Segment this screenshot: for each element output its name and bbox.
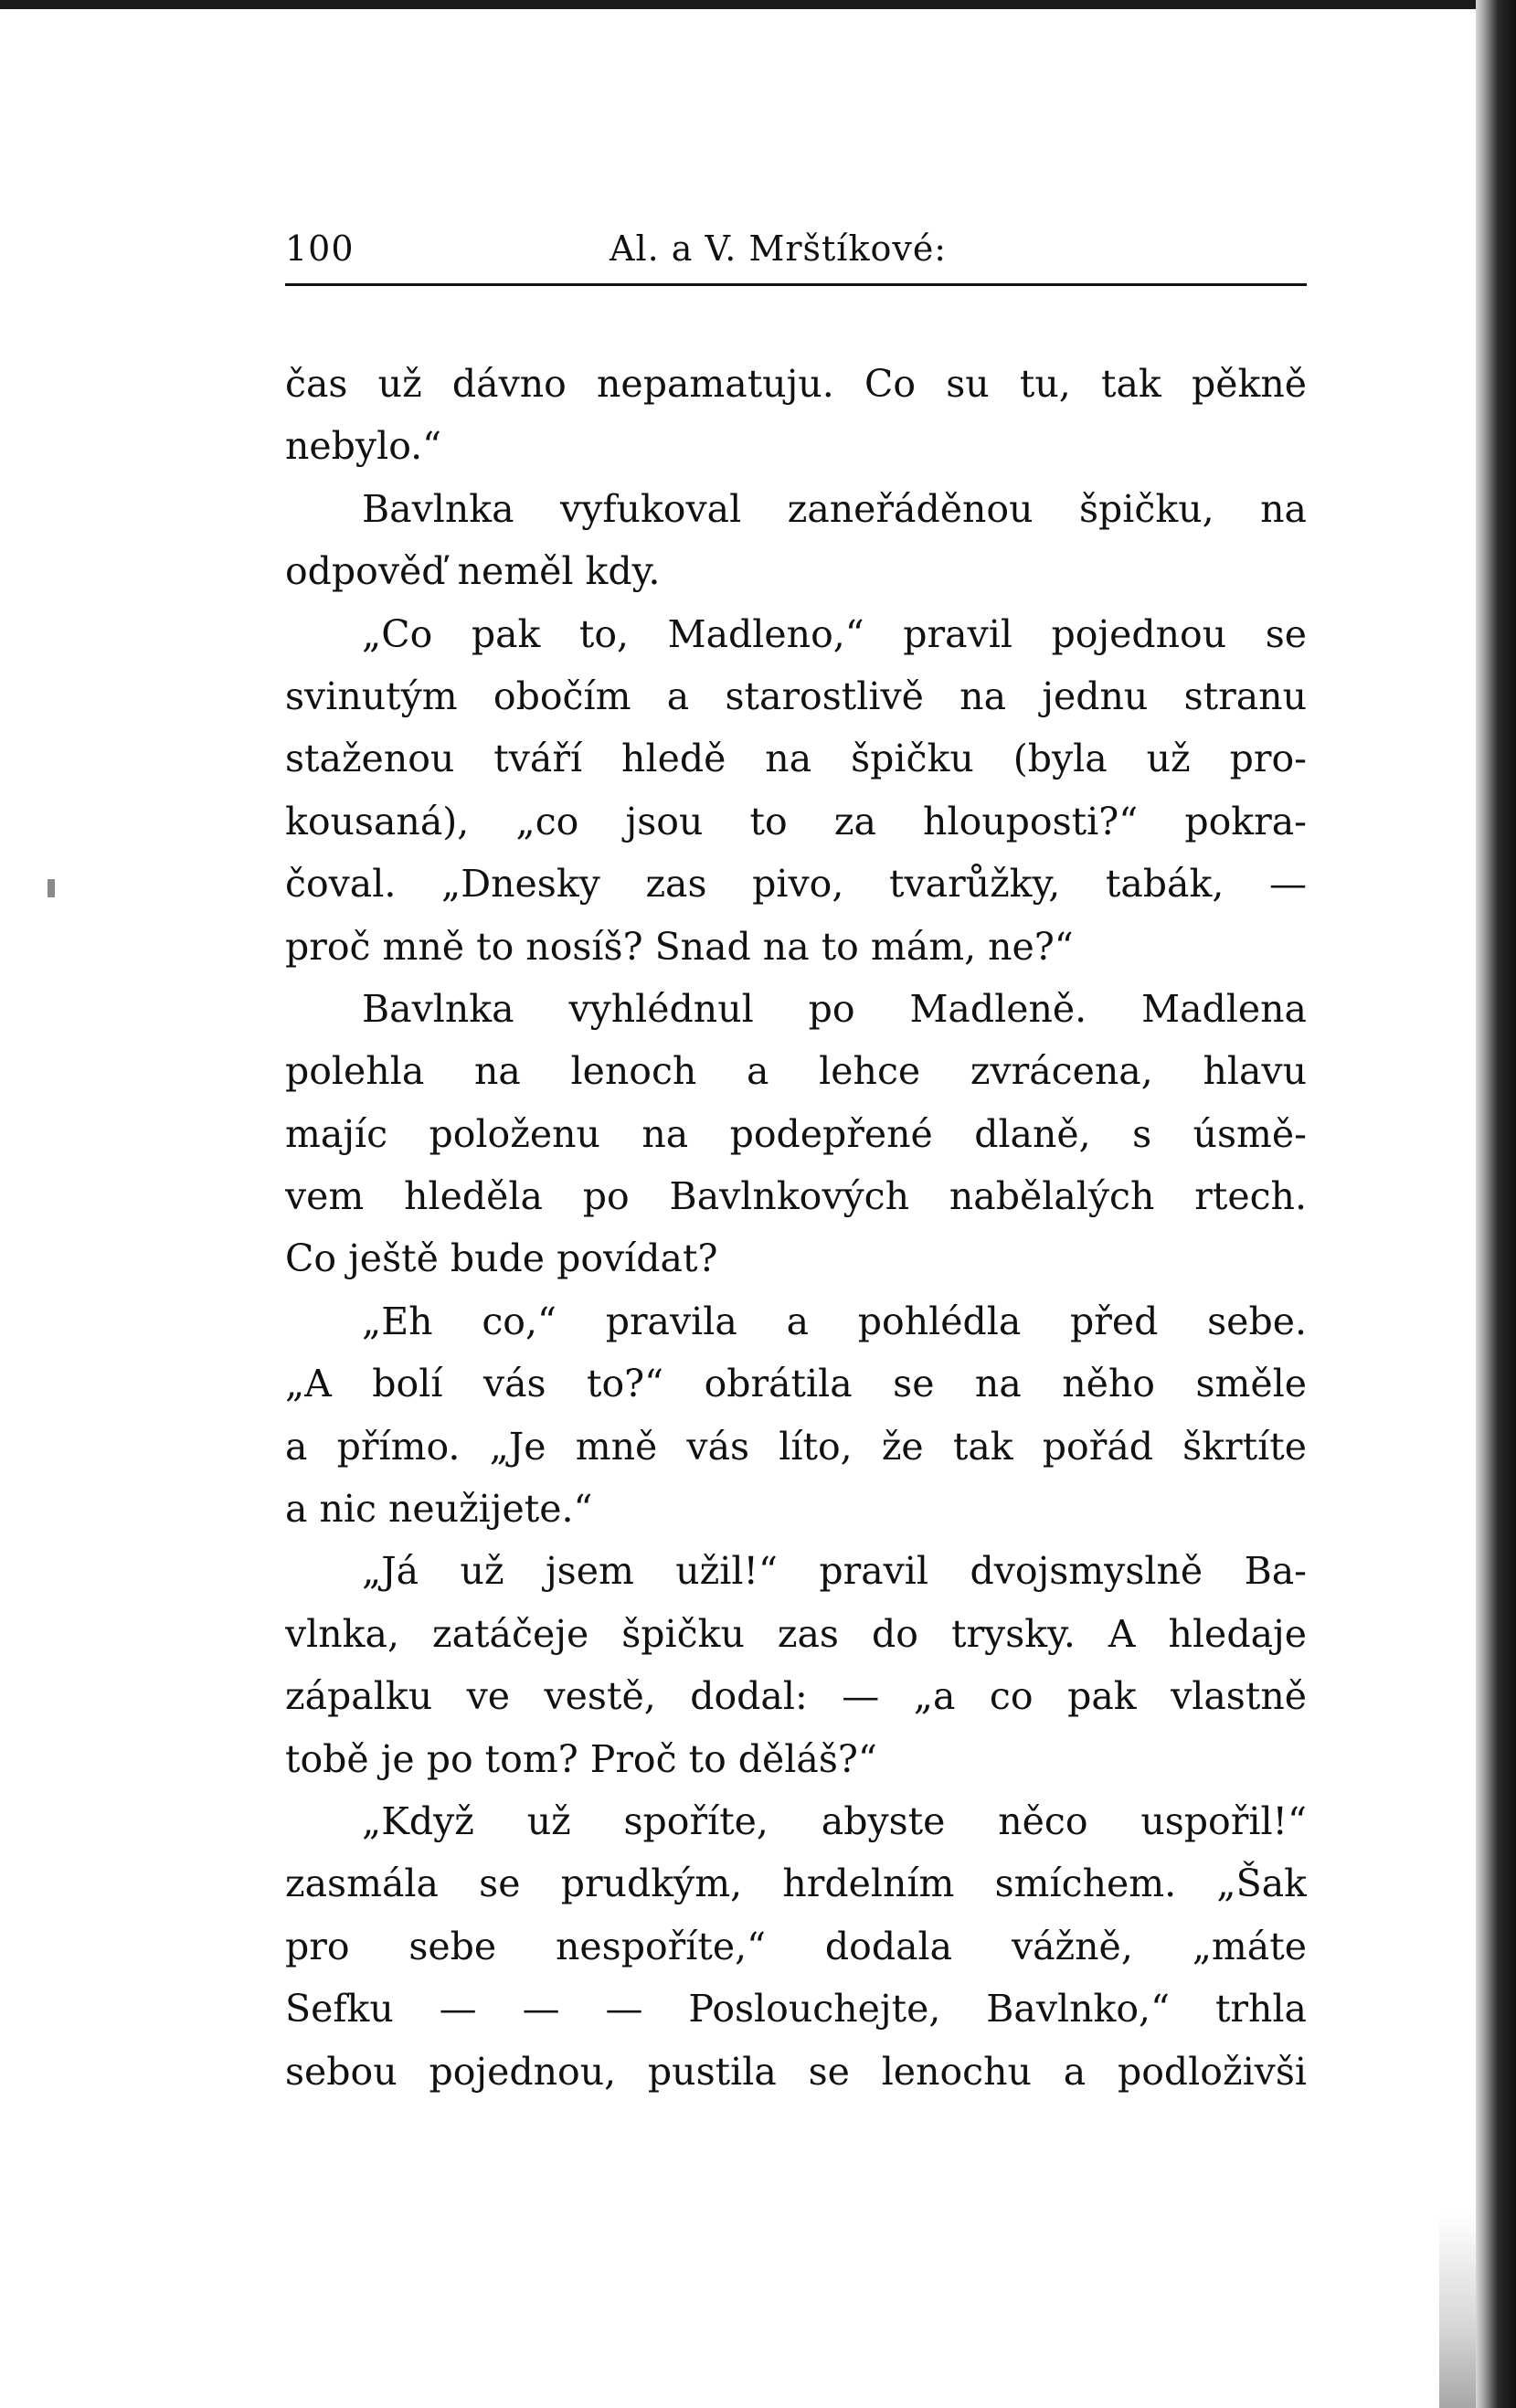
text-line: majíc položenu na podepřené dlaně, s úsmě- [285,1111,1307,1156]
running-title: Al. a V. Mrštíkové: [610,228,948,269]
text-line: zápalku ve vestě, dodal: — „a co pak vlastně [285,1674,1307,1719]
text-line: polehla na lenoch a lehce zvrácena, hlavu [285,1049,1307,1094]
paragraph-start-line: „Eh co,“ pravila a pohlédla před sebe. [362,1299,1307,1343]
text-line: proč mně to nosíš? Snad na to mám, ne?“ [285,924,1074,969]
text-line: zasmála se prudkým, hrdelním smíchem. „Šak [285,1862,1307,1906]
text-line: staženou tváří hledě na špičku (byla už pro- [285,737,1307,781]
text-line: kousaná), „co jsou to za hlouposti?“ pokra- [285,799,1307,843]
header-rule [285,283,1307,286]
paragraph-start-line: Bavlnka vyfukoval zaneřáděnou špičku, na [362,486,1307,531]
text-line: a nic neužijete.“ [285,1487,593,1532]
text-line: vlnka, zatáčeje špičku zas do trysky. A hledaje [285,1611,1307,1656]
body-text [285,353,1307,2103]
text-line: a přímo. „Je mně vás líto, že tak pořád škrtíte [285,1424,1307,1469]
paragraph-start-line: „Když už spoříte, abyste něco uspořil!“ [362,1798,1307,1843]
text-line: čoval. „Dnesky zas pivo, tvarůžky, tabák, — [285,862,1307,907]
scan-edge-right [1476,0,1516,2408]
text-line: čas už dávno nepamatuju. Co su tu, tak pěkně [285,362,1307,406]
paragraph-start-line: „Co pak to, Madleno,“ pravil pojednou se [362,611,1307,656]
text-line: Co ještě bude povídat? [285,1236,718,1281]
text-line: pro sebe nespoříte,“ dodala vážně, „máte [285,1924,1307,1968]
running-head [285,225,1307,272]
text-line: nebylo.“ [285,424,442,469]
text-line: vem hleděla po Bavlnkových nabělalých rtech. [285,1174,1307,1219]
text-line: „A bolí vás to?“ obrátila se na něho směle [285,1362,1307,1406]
text-line: sebou pojednou, pustila se lenochu a podloživši [285,2049,1307,2094]
text-line: odpověď neměl kdy. [285,549,661,594]
text-line: tobě je po tom? Proč to děláš?“ [285,1736,877,1781]
page-number: 100 [285,228,355,269]
text-line: Sefku — — — Poslouchejte, Bavlnko,“ trhla [285,1987,1307,2031]
paragraph-start-line: „Já už jsem užil!“ pravil dvojsmyslně Ba- [362,1549,1307,1594]
paragraph-start-line: Bavlnka vyhlédnul po Madleně. Madlena [362,986,1307,1031]
text-line: svinutým obočím a starostlivě na jednu stranu [285,674,1307,718]
